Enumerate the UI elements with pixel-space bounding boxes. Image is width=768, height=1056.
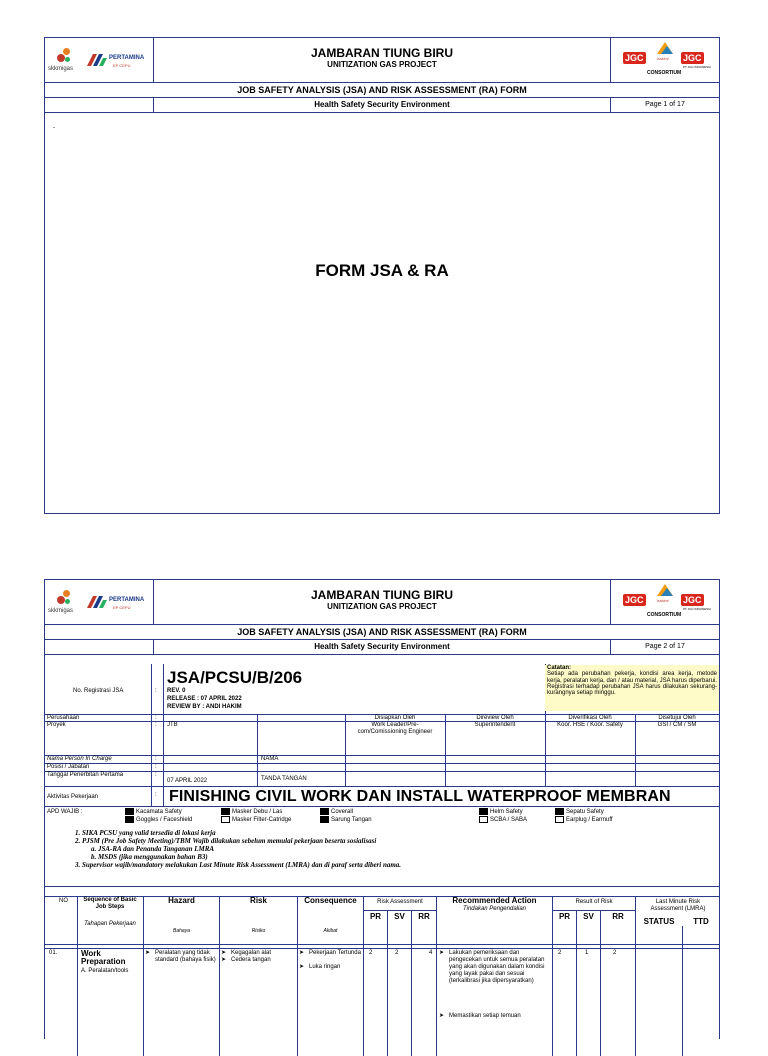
checkbox[interactable] bbox=[555, 816, 564, 823]
jgc-hakimi-logo: JGC hakimi JGC PT JGC INDONESIA CONSORTIUM bbox=[610, 580, 719, 624]
department: Health Safety Security Environment bbox=[314, 100, 450, 109]
apd-item[interactable] bbox=[479, 808, 523, 816]
checkbox[interactable] bbox=[221, 808, 230, 815]
apd-item[interactable] bbox=[320, 816, 372, 824]
form-title: JOB SAFETY ANALYSIS (JSA) AND RISK ASSESSMENT (RA) FORM bbox=[45, 83, 719, 98]
apd-item[interactable] bbox=[479, 816, 527, 824]
pertamina-icon bbox=[87, 52, 107, 66]
checkbox[interactable] bbox=[320, 808, 329, 815]
apd-item-label: Masker Debu / Las bbox=[232, 809, 283, 816]
apd-item[interactable] bbox=[221, 816, 291, 824]
apd-item[interactable] bbox=[320, 808, 353, 816]
catatan-note: Catatan: Setiap ada perubahan pekerja, kondisi area kerja, metode kerja, peralatan kerja, dan / atau material, JSA harus diperbarui. Registrasi terhadap perubahan JSA harus dilakukan sekurang-kurangnya setiap minggu. bbox=[545, 665, 719, 711]
bullet-icon: ➤ bbox=[221, 950, 227, 956]
page-number: Page 1 of 17 bbox=[610, 98, 719, 112]
bullet-icon: ➤ bbox=[439, 1013, 445, 1019]
apd-item[interactable] bbox=[555, 808, 604, 816]
apd-item-label: Earplug / Earmuff bbox=[566, 817, 613, 824]
checkbox[interactable] bbox=[125, 808, 134, 815]
hakimi-icon bbox=[655, 582, 675, 598]
form-cover-title: FORM JSA & RA bbox=[315, 261, 449, 280]
checkbox[interactable] bbox=[125, 816, 134, 823]
page-number: Page 2 of 17 bbox=[610, 640, 719, 654]
bullet-icon: ➤ bbox=[439, 950, 445, 956]
apd-item-label: Coverall bbox=[331, 809, 354, 816]
jgc-hakimi-logo: JGC hakimi JGC PT JGC INDONESIA CONSORTIUM bbox=[610, 38, 719, 82]
skkmigas-pertamina-logo: skkmigas PERTAMINA EP CEPU bbox=[45, 38, 154, 82]
project-title: JAMBARAN TIUNG BIRU bbox=[311, 46, 453, 60]
project-title: JAMBARAN TIUNG BIRU bbox=[311, 588, 453, 602]
apd-item[interactable] bbox=[221, 808, 282, 816]
checkbox[interactable] bbox=[320, 816, 329, 823]
pertamina-icon bbox=[87, 594, 107, 608]
page-header bbox=[45, 38, 719, 83]
bullet-icon: ➤ bbox=[299, 964, 305, 970]
checkbox[interactable] bbox=[555, 808, 564, 815]
bullet-icon: ➤ bbox=[299, 950, 305, 956]
jsa-info-block: No. Registrasi JSA : JSA/PCSU/B/206 REV. 0 RELEASE : 07 APRIL 2022 REVIEW BY : ANDI HAKIM Catatan: Setiap ada perubahan pekerja, kondisi area kerja, metode kerja, peralatan kerja, dan / atau material, JSA harus diperbarui. Registrasi terhadap perubahan JSA harus dilakukan sekurang-kurangnya setiap minggu. Perusahaan : Disiapkan Oleh Direview Oleh Diverifikasi Oleh Disetujui Oleh Proyek : JTB Work Leader/Pre-com/Comissioning Engineer Superintendent Koor. HSE / Koor. Safety GSI / CM / SM Nama Person In Charge : NAMA Posisi / Jabatan : Tanggal Penerbitan Pertama : 07 APRIL 2022 TANDA TANGAN Aktivitas Pekerjaan : FINISHING CIVIL WORK DAN INSTALL WATERPROOF MEMBRAN APD WAJIB : Kacamata Safety Masker Debu / Las Coverall Helm Safety Sepatu Safety Goggles / Faceshield Masker Filter-Catridge Sarung Tangan SCBA / SABA Earplug / Earmuff 1. SIKA PCSU yang valid tersedia di lokasi kerja 2. PJSM (Pre Job Safety Meeting)/TBM Wajib dilakukan sebelum memulai pekerjaan beserta sosialisasi a. JSA-RA dan Penanda Tanganan LMRA b. MSDS (jika menggunakan bahan B3) 3. Supervisor wajib/mandatory melakukan Last Minute Risk Assessment (LMRA) dan di paraf serta diberi nama. NO Sequence of Basic Job Steps Tahapan Pekerjaan Hazard Bahaya Risk Risiko Consequence Akibat Risk Assessment PR SV RR Recommended Action Tindakan Pengendalian Result of Risk PR SV RR Last Minute Risk Assessment (LMRA) STATUS TTD 01. Work Preparation A. Peralatan/tools ➤ Peralatan yang tidak standard (bahaya fisik) ➤ Kegagalan alat ➤ Cedera tangan ➤ Pekerjaan Tertunda ➤ Luka ringan 2 2 4 ➤ Lakukan pemeriksaan dan pengecekan untuk semua peralatan yang akan digunakan dalam kondisi yang layak pakai dan sesuai (terkalibrasi jika dipersyaratkan) ➤ Memastikan setiap temuan 2 1 2 bbox=[45, 664, 719, 1044]
checkbox[interactable] bbox=[479, 808, 488, 815]
apd-item-label: Goggles / Faceshield bbox=[136, 817, 193, 824]
project-subtitle: UNITIZATION GAS PROJECT bbox=[327, 602, 437, 611]
apd-item[interactable] bbox=[555, 816, 613, 824]
bullet-icon: ➤ bbox=[221, 957, 227, 963]
department: Health Safety Security Environment bbox=[314, 642, 450, 651]
page-1: skkmigas PERTAMINA EP CEPU JAMBARAN TIUNG BIRU UNITIZATION GAS PROJECT JGC hakimi JGC PT JGC INDONESIA CONSORTIUM JOB SAFETY ANALYSIS (JSA) AND RISK ASSESSMENT (RA) FORM Health Safety Security Environment Page 1 of 17 - FORM JSA & RA bbox=[44, 37, 720, 514]
jsa-registration-number: JSA/PCSU/B/206 bbox=[167, 668, 303, 687]
hakimi-icon bbox=[655, 40, 675, 56]
page-header bbox=[45, 580, 719, 625]
apd-item-label: Helm Safety bbox=[490, 809, 523, 816]
apd-item-label: SCBA / SABA bbox=[490, 817, 528, 824]
skkmigas-pertamina-logo: skkmigas PERTAMINA EP CEPU bbox=[45, 580, 154, 624]
checkbox[interactable] bbox=[221, 816, 230, 823]
apd-item-label: Sarung Tangan bbox=[331, 817, 372, 824]
apd-item-label: Sepatu Safety bbox=[566, 809, 604, 816]
checkbox[interactable] bbox=[479, 816, 488, 823]
apd-item[interactable] bbox=[125, 816, 192, 824]
project-subtitle: UNITIZATION GAS PROJECT bbox=[327, 60, 437, 69]
page-2 bbox=[44, 579, 720, 1039]
apd-item-label: Masker Filter-Catridge bbox=[232, 817, 292, 824]
bullet-icon: ➤ bbox=[145, 950, 151, 956]
apd-item-label: Kacamata Safety bbox=[136, 809, 182, 816]
apd-item[interactable] bbox=[125, 808, 182, 816]
form-title: JOB SAFETY ANALYSIS (JSA) AND RISK ASSESSMENT (RA) FORM bbox=[45, 625, 719, 640]
activity-title: FINISHING CIVIL WORK DAN INSTALL WATERPROOF MEMBRAN bbox=[169, 788, 671, 805]
